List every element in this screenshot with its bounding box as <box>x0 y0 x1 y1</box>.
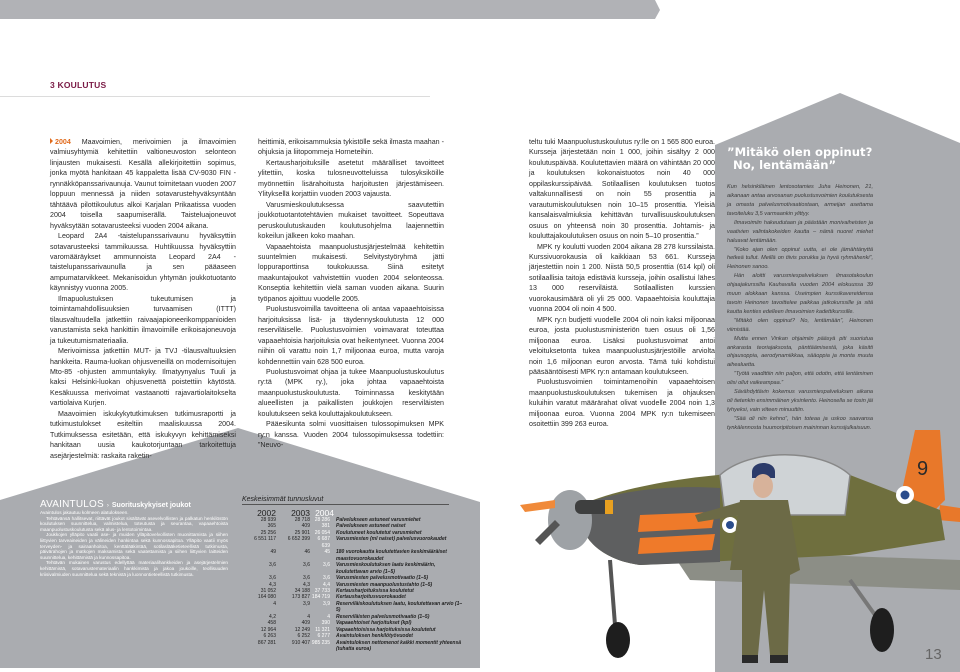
paragraph: Maavoimien iskukykytutkimuksen tutkimusraportti ja tutkimustulokset esiteltiin maaliskuussa 2004. Tutkimuksessa esitetään, että iskukyvyn kehittämiseksi hankitaan uusia kaukotorjuntaan tarkoitettuja asejärjestelmiä: raskaita raketin- <box>50 409 236 460</box>
row-label: Reserviläiskoulutuksen laatu, koulutettavan arvio (1–5) <box>336 600 463 614</box>
table-row <box>242 601 464 614</box>
paragraph: Kertausharjoituksille asetetut määrälliset tavoitteet ylitettiin, koska tulosneuvotteluissa tulosyksiköille myönnettiin lisärahoitusta harjoitusten järjestämiseen. Ylityksellä korjattiin vuoden 2003 vajausta. <box>258 158 444 199</box>
table-row <box>242 549 464 562</box>
value-2003: 409 <box>301 523 310 530</box>
sidebar-paragraph: ”Sää oli niin kehno”, hän toteaa ja uskoo saavansa tynkälennosta huumoripitoisen maininnan kurssijulkaisuun. <box>727 415 873 431</box>
bullet-arrow-icon <box>50 138 53 144</box>
value-2002: 25 256 <box>260 529 276 536</box>
row-label: Kertausharjoituksissa koulutetut <box>336 587 414 594</box>
value-2002: 4 <box>273 600 276 607</box>
paragraph: Vapaaehtoista maanpuolustusjärjestelmää kehitettiin suuntelmien mukaisesti. Selvitystyöryhmä jätti loppuraporttinsa toukokuussa. Siinä esitetyt maakuntajoukot vahvistettiin vuoden 2004 selonteossa. Konseptia kehitettiin vielä saman vuoden aikana. Suurin työpanos ajoittuu vuodelle 2005. <box>258 242 444 303</box>
value-2004: 26 054 <box>314 529 330 536</box>
year-header: 2004 <box>315 508 334 518</box>
sidebar-title: ”Mitäkö olen oppinut? No, lentämään” <box>727 145 873 172</box>
paragraph: Merivoimissa jatkettiin MUT- ja TVJ -tilausvaltuuksien hankkeita. Rauma-luokan ohjusveneillä on modernisoitujen Mto-85 -ohjusten ammuntakyky. Ilmatyynyalus Tuuli ja kaksi Helsinki-luokan ohjusvenettä poistettiin käytöstä. Kesäkuussa merivoimat vastaanotti rajavartiolaitokselta vartiolaiva Kurjen. <box>50 347 236 408</box>
value-2004: 37 733 <box>314 587 330 594</box>
value-2004: 11 321 <box>315 626 330 633</box>
key-result-heading <box>40 499 228 510</box>
sidebar-paragraph: ”Mitäkö olen oppinut? No, lentämään”, Heinonen viimistää. <box>727 317 873 333</box>
value-2003: 25 901 <box>294 529 310 536</box>
value-2002: 6 551 117 <box>254 536 276 543</box>
page-number: 13 <box>925 646 942 663</box>
row-label: Avaintuloksen henkilötyövuodet <box>336 633 413 640</box>
value-2002: 4,3 <box>269 581 276 588</box>
interview-sidebar <box>727 146 873 433</box>
value-2002: 365 <box>267 523 276 530</box>
body-column-2 <box>258 137 444 451</box>
row-label: Vapaaehtoisissa harjoituksissa koulutetut <box>336 626 436 633</box>
row-label: Varusmiesten maanpuolustustahto (1–5) <box>336 581 433 588</box>
value-2003: 3,6 <box>303 562 310 569</box>
row-label: Vapaaehtoiset harjoitukset (kpl) <box>336 620 412 627</box>
value-2002: 49 <box>270 549 276 556</box>
value-2003: 6 652 399 <box>287 536 310 543</box>
value-2003: 173 827 <box>291 594 310 601</box>
row-label: Varusmiesten palvelusmotivaatio (1–5) <box>336 575 429 582</box>
paragraph: Puolustusvoimat ohjaa ja tukee Maanpuolustuskoulutus ry:tä (MPK ry.), joka johtaa vapaaehtoista maanpuolustuskoulutusta. Toiminnassa keskitytään alueellisten ja paikallisten joukkojen reserviläisten koulutukseen sekä kouluttajakoulutukseen. <box>258 367 444 418</box>
sidebar-paragraph: ”Koko ajan olen oppinut uutta, ei ole jämähtänyttä hetkeä tullut. Meillä on tiivis porukka ja hyvä ryhmähenki”, Heinonen sanoo. <box>727 246 873 271</box>
value-2002: 867 281 <box>257 639 276 646</box>
paragraph: Pääesikunta solmi vuosittaisen tulossopimuksen MPK ry:n kanssa. Vuoden 2004 tulossopimuksessa todettiin: ”Neuvo- <box>258 420 444 450</box>
value-2004: 184 719 <box>311 594 330 601</box>
sidebar-paragraph: Kun helsinkiläinen lentosotamies Juha Heinonen, 21, aikanaan antaa arvosanan puolustusvoimien koulutuksesta ja omasta palvelusmotivaatiostaan, armeijan asettama tavoiteluku 3,5 varmaankin ylittyy. <box>727 184 873 217</box>
row-label: Avaintuloksen nettomenot kaikki momentit yhteensä (tuhatta euroa) <box>336 639 462 653</box>
key-result-paragraph: Tehtävänsä hallitsevat, riittävät joukot sisältävät asevelvollisten ja palkatun henkilöstön koulutuksen suunnittelua, valmistelua, toteutusta ja seurantaa, vapaaehtoista maanpuolustuskoulutusta sekä alus- ja lentotoimintaa. <box>40 515 228 532</box>
value-2004: 45 <box>324 549 330 556</box>
value-2002: 164 080 <box>257 594 276 601</box>
value-2002: 28 939 <box>260 517 276 523</box>
paragraph: 2004 Maavoimien, merivoimien ja ilmavoimien valmiusyhtymiä kehitettiin valtioneuvoston selonteon linjausten mukaisesti. Kesällä allekirjoitettiin sopimus, jonka myötä hankitaan 45 kappaletta lisää CV-9030 FIN -rynnäkköpanssarivaunuja. Vaunut toimitetaan vuoden 2007 loppuun mennessä ja niiden sotavarustehyväksyntään tähtäävä pilottikoulutus alkoi Karjalan Prikaatissa vuoden 2004 toisella saapumiserällä. Taisteluajoneuvot hyväksytään sotavarusteeksi vuoden 2004 aikana. <box>50 138 237 230</box>
value-2004: 3,9 <box>323 600 330 607</box>
row-label: Varusmiesten (ml naiset) palvelusvuorokaudet <box>336 536 447 543</box>
value-2004: 6 687 639 <box>317 536 330 549</box>
table-row <box>242 640 464 653</box>
year-header: 2003 <box>291 508 310 518</box>
value-2003: 46 <box>304 549 310 556</box>
value-2004: 985 235 <box>311 639 330 646</box>
aircraft-pilot-photo <box>520 430 960 672</box>
sidebar-paragraph: Mutta ennen Vinkan ohjaimiin pääsyä piti suoriutua ankarasta teoriajaksosta, pänttäämisestä, joka käsitti ohjausoppia, aerodynamiikkaa, sääoppia ja monta muuta aihealuetta. <box>727 335 873 369</box>
paragraph: MPK ry:n budjetti vuodelle 2004 oli noin kaksi miljoonaa euroa, josta puolustusministeriön tuen osuus oli 1,56 miljoonaa euroa. Lisäksi puolustusvoimat antoi veloituksetonta tukea maanpuolustusjärjestöille arviolta noin 1,6 miljoonan euron arvosta. Tämä tuki kohdistui pääsääntöisesti MPK ry:n antamaan koulutukseen. <box>529 315 715 376</box>
tail-number: 9 <box>917 458 929 480</box>
value-2004: 381 <box>321 523 330 530</box>
value-2002: 3,6 <box>269 562 276 569</box>
value-2002: 6 263 <box>263 633 276 640</box>
sidebar-paragraph: Hän aloitti varusmiespalveluksen ilmasotakoulun ohjaajakurssilla Kauhavalla vuoden 2004 elokuussa 39 muun alokkaan kanssa. Useimpien kurssikavereidensa tavoin Heinonen tavoittelee paikkaa jatkokurssille ja sitä kautta kenties edelleen ilmavoimien kadettikurssille. <box>727 273 873 315</box>
paragraph: heittimiä, erikoisammuksia tykistölle sekä ilmasta maahan -ohjuksia ja liitopommeja Horneteihin. <box>258 138 444 157</box>
year-header: 2002 <box>257 508 276 518</box>
value-2004: 390 <box>321 620 330 627</box>
sidebar-paragraph: Ilmavoimiin hakeudutaan ja päästään monivaiheisten ja vaativien valintakokeiden kautta – nämä nuoret miehet haluavat lentämään. <box>727 219 873 244</box>
value-2004: 4 <box>327 613 330 620</box>
value-2002: 458 <box>267 620 276 627</box>
row-label: Palvelukseen astuneet naiset <box>336 523 406 530</box>
value-2003: 409 <box>301 620 310 627</box>
value-2004: 4,4 <box>323 581 330 588</box>
top-banner <box>0 0 660 19</box>
section-label: 3 KOULUTUS <box>50 80 107 90</box>
key-result-body <box>40 510 228 577</box>
sidebar-paragraph: ”Työtä vaadittiin niin paljon, että odotin, että lentäminen olisi ollut vaikeampaa.” <box>727 371 873 387</box>
row-label: Reserviläisten palvelusmotivaatio (1–5) <box>336 613 430 620</box>
paragraph: Leopard 2A4 -taistelupanssarivaunu hyväksyttiin sotavarusteeksi tammikuussa. Huhtikuussa hyväksyttiin varomääräykset ammunnoista Leopard 2A4 -taistelupanssarivaunulla ja sen pääaseen ampumatarvikkeet. Mekanisoidun yhtymän joukkotuotanto käynnistyy vuonna 2005. <box>50 232 236 293</box>
row-label: Koulutuneet koulutetut varusmiehet <box>336 529 422 536</box>
body-column-1 <box>50 137 236 461</box>
table-title: Keskeisimmät tunnusluvut <box>242 496 449 505</box>
value-2003: 910 407 <box>291 639 310 646</box>
value-2003: 3,9 <box>303 600 310 607</box>
section-divider <box>0 96 430 97</box>
key-result-paragraph: Joukkojen ylläpito vaatii ase- ja muiden ylläpitovelvollisten muonittamista ja siihen liittyvien tarveaineiden ja välineiden hankintaa sekä kunnossapitoa. Ylläpito vaatii myös terveyden- ja sairaanhoitoa, kenttälääkintää, sotilaslääketieteellistä tutkimusta, päivärahojen ja matkojen maksamista sekä vaatettamista ja siihen liittyvien laitteiden suunnittelua, kehittämistä ja kunnossapitoa. <box>40 532 228 560</box>
row-label: Varusmieskoulutuksen laatu keskimäärin, koulutettavan arvio (1–5) <box>336 562 436 575</box>
paragraph: Puolustusvoimien toimintamenoihin vapaaehtoisen maanpuolustuskoulutuksen tukemisen ja ohjauksen kuluihin varatut määrärahat olivat vuodelle 2004 noin 1,3 miljoonaa euroa. Vuonna 2004 MPK ry:n tukemiseen osoitettiin 399 263 euroa. <box>529 378 715 429</box>
value-2003: 28 718 <box>294 517 310 523</box>
key-result-paragraph: Avaintulos jakautuu kolmeen alatulokseen. <box>40 510 129 515</box>
row-label: Kertausharjoitusvuorokaudet <box>336 594 406 601</box>
row-label: 180 vuorokautta koulutettavien keskimääräiset maastovuorokaudet <box>336 549 447 562</box>
key-result-label: AVAINTULOS <box>40 499 104 510</box>
paragraph: Puolustusvoimilla tavoitteena oli antaa vapaaehtoisissa harjoituksissa lisä- ja täydennyskoulutusta 12 000 reserviläiselle. Puolustusvoimien voimavarat toteuttaa vapaaehtoisia harjoituksia ovat heikentyneet. Vuonna 2004 niihin oli varattu noin 1,7 miljoonaa euroa, mutta varoja kohdennettiin vain 628 500 euroa. <box>258 305 444 366</box>
table-row <box>242 536 464 549</box>
value-2004: 28 286 <box>314 517 330 523</box>
table-header <box>242 508 464 517</box>
key-result-box <box>40 499 228 577</box>
value-2003: 12 249 <box>294 626 310 633</box>
value-2004: 3,6 <box>323 575 330 582</box>
value-2003: 34 188 <box>294 587 310 594</box>
value-2004: 3,6 <box>323 562 330 569</box>
value-2003: 4 <box>307 613 310 620</box>
value-2003: 6 252 <box>297 633 310 640</box>
paragraph: Varusmieskoulutuksessa saavutettiin joukkotuotantotehtävien mukaiset tavoitteet. Sopeuttava peruskoulutuskauden koulutusohjelma laajennettiin kokeilun jälkeen koko maahan. <box>258 200 444 241</box>
key-figures-table <box>242 496 464 653</box>
value-2002: 3,6 <box>269 575 276 582</box>
lead-year: 2004 <box>55 138 71 146</box>
body-column-3 <box>529 137 715 430</box>
table-body <box>242 517 464 653</box>
value-2002: 4,2 <box>269 613 276 620</box>
paragraph: Ilmapuolustuksen tukeutumisen ja toimintamahdollisuuksien turvaamisen (ITTT) tilausvaltuudella jatkettiin raivaajapioneerikomppanioiden varustamista sekä hankittiin ilmavoimille erikoisajoneuvoja ja tukeutumismateriaalia. <box>50 294 236 345</box>
value-2002: 31 052 <box>260 587 276 594</box>
key-result-title: Suorituskykyiset joukot <box>111 502 191 509</box>
paragraph: teltu tuki Maanpuolustuskoulutus ry:lle on 1 565 800 euroa. Kursseja järjestetään noin 1 000, joihin sisältyy 2 000 koulutuspäivää. Koulutettavien määrä on vähintään 20 000 ja koulutuksen kokonaistuotos noin 40 000 oppilaskurssipäivää. Sotilaallisen koulutuksen tuotos valtakunnallisesti on noin 55 prosenttia ja varautumiskoulutuksen noin 10–15 prosenttia. Yleisiä kansalaisvalmiuksia kehittävän turvallisuuskoulutuksen osuus on yhteensä noin 30 prosenttia. Johtamis- ja kouluttajakoulutuksen osuus on noin 5–10 prosenttia.” <box>529 138 715 241</box>
value-2003: 4,3 <box>303 581 310 588</box>
paragraph: MPK ry koulutti vuoden 2004 aikana 28 278 kurssilaista. Kurssivuorokausia oli kaikkiaan 53 661. Kursseja järjestettiin noin 1 200. Niistä 50,5 prosenttia (614 kpl) oli sotilaallisia taitoja edistäviä kursseja, joihin osallistui lähes 13 000 reserviläistä. Sotilaallisten kurssien vuorokausimäärä oli yli 25 000. Vapaaehtoisia kouluttajia vuonna 2004 oli noin 4 500. <box>529 242 715 314</box>
row-label: Palvelukseen astuneet varusmiehet <box>336 517 421 523</box>
value-2002: 12 964 <box>260 626 276 633</box>
key-result-paragraph: Tehtävän mukainen varustus edellyttää materiaalihankkeiden ja asejärjestelmien kehittämistä, sotavarustemateriaalin hankkimista ja jakoa joukoille, teollisuuden kriisivalmiuden suunnittelua sekä teknistä ja luonnontieteellistä tutkimusta. <box>40 560 228 577</box>
table-row <box>242 562 464 575</box>
sidebar-paragraph: Sävähdyttävin kokemus varusmiespalveluksen aikana oli tietenkin ensimmäinen yksinlento. Heinosella se tosin jäi lyhyeksi, vain viiteen minuuttiin. <box>727 389 873 413</box>
sidebar-body <box>727 183 873 432</box>
arrow-icon: › <box>106 503 109 509</box>
value-2004: 6 277 <box>317 633 330 640</box>
value-2003: 3,6 <box>303 575 310 582</box>
